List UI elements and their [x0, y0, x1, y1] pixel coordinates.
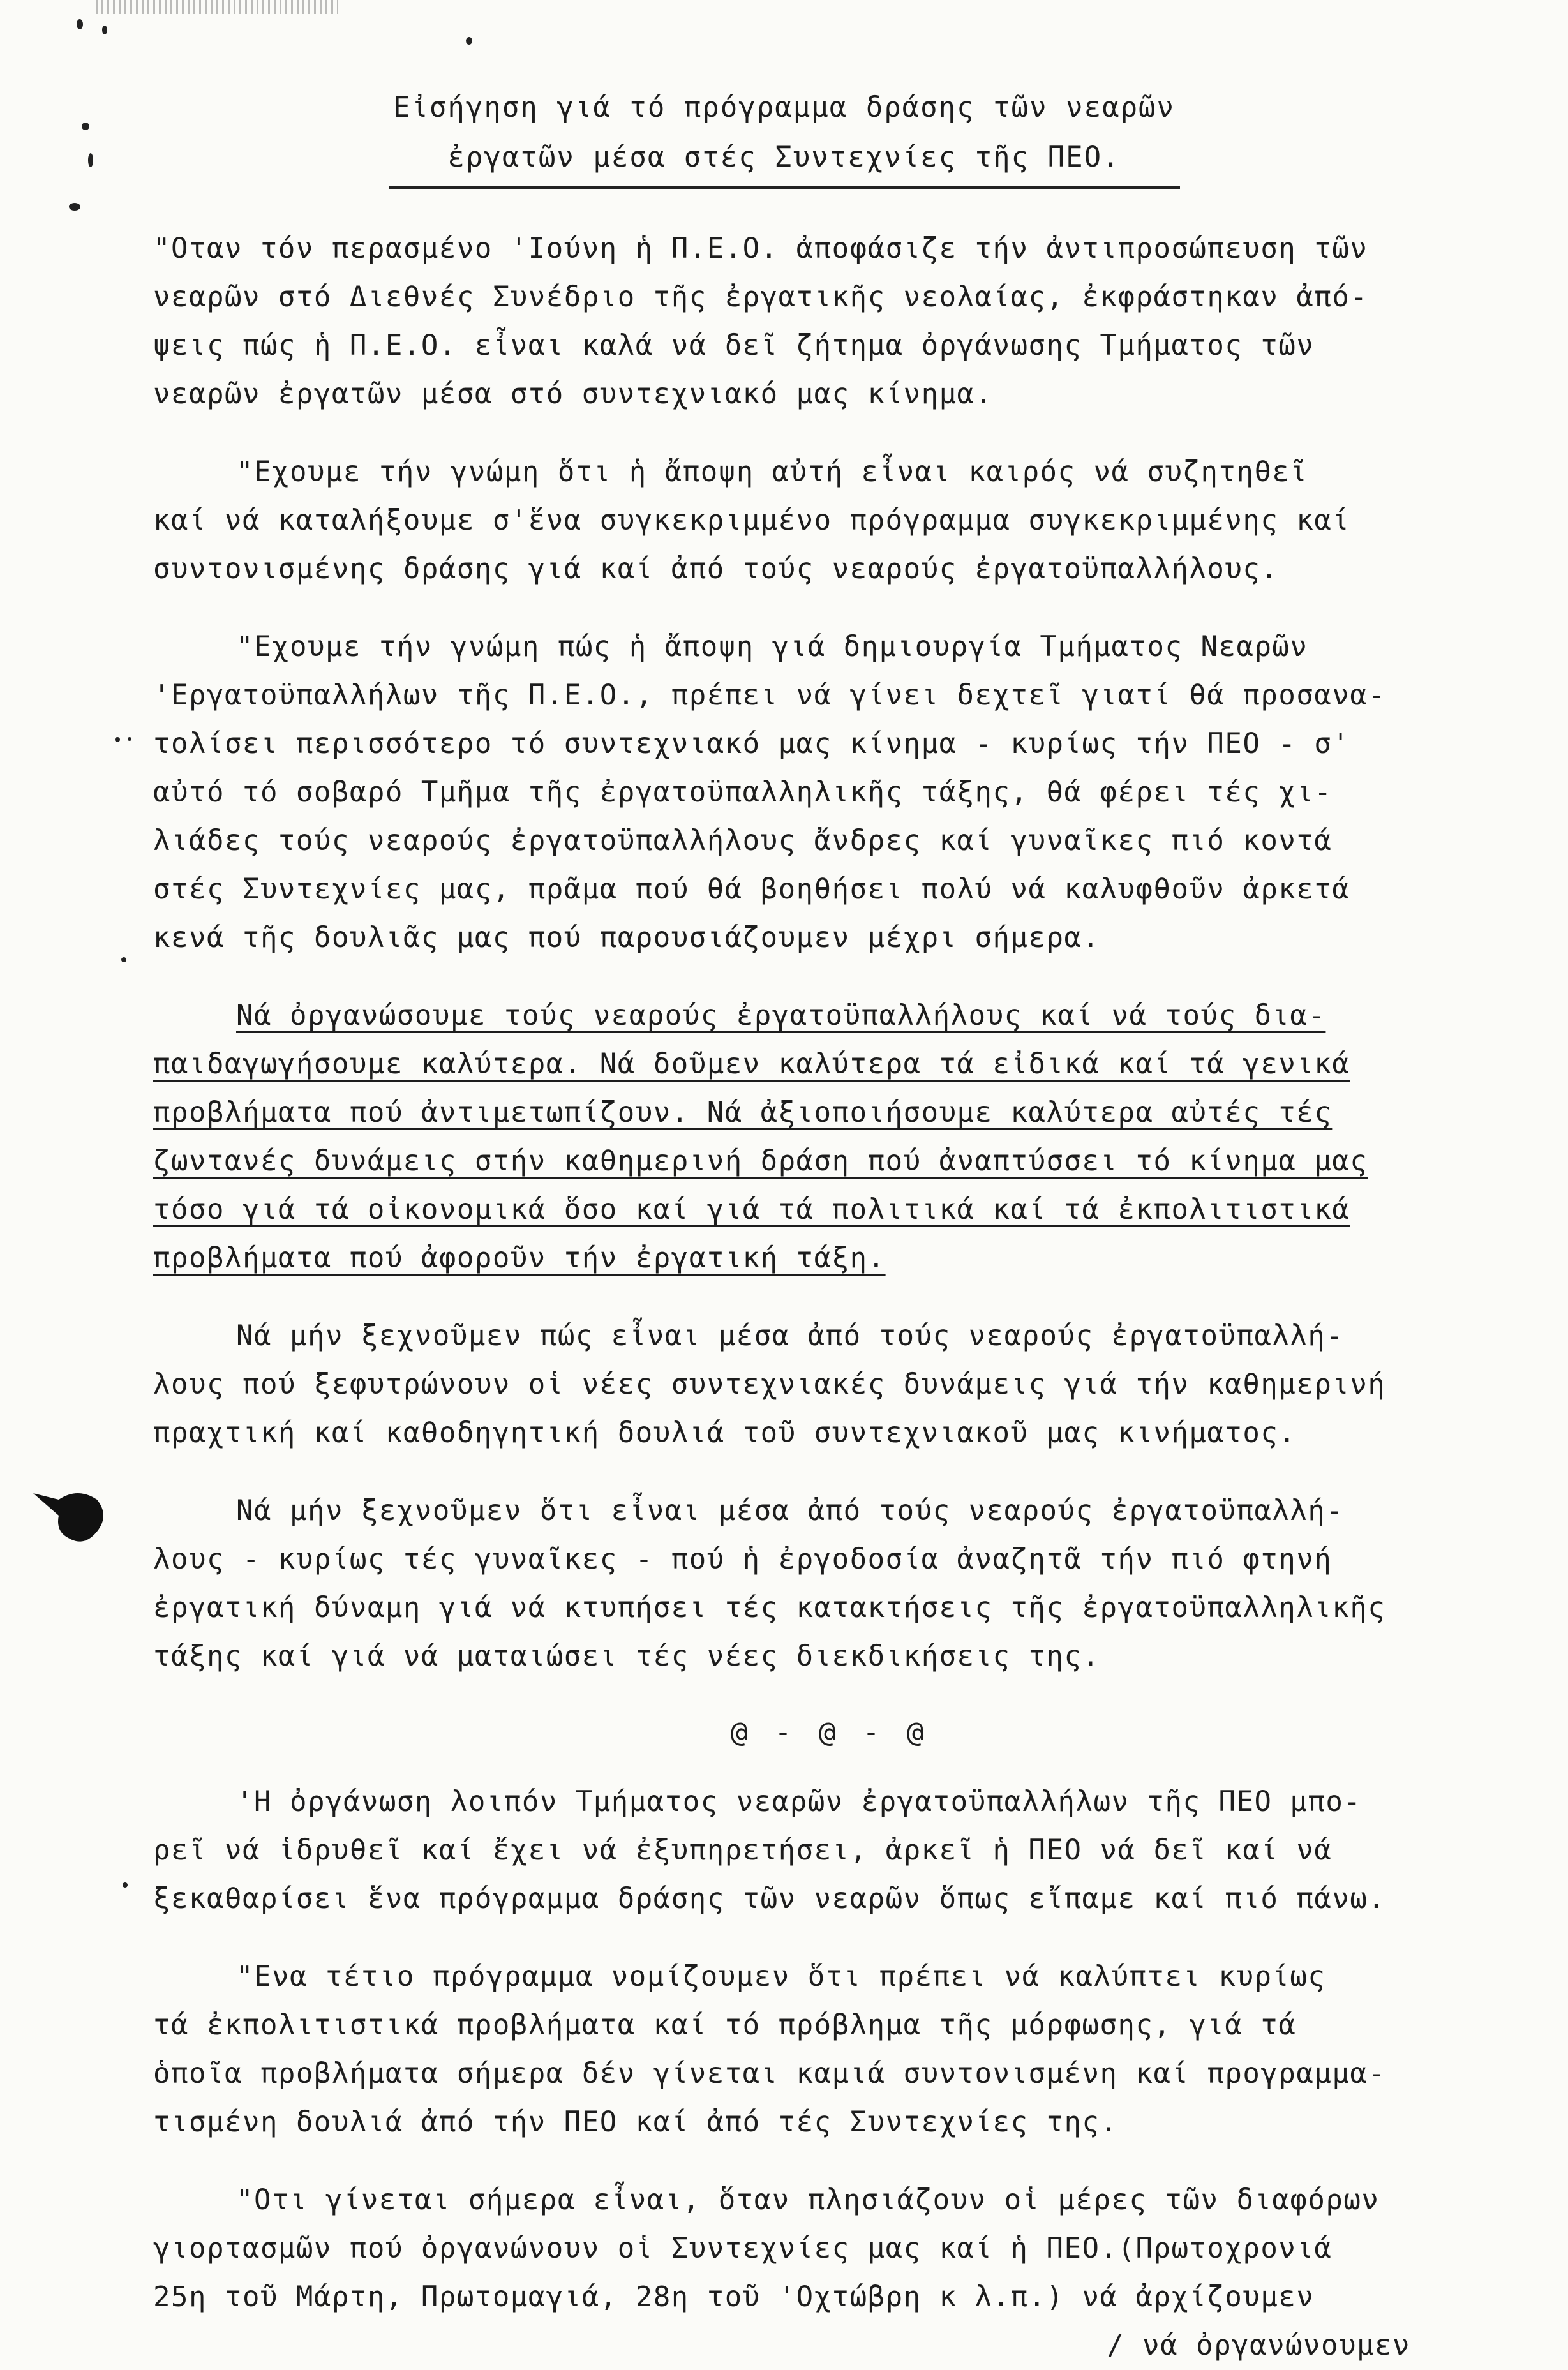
text-line: τάξης καί γιά νά ματαιώσει τές νέες διεκδικήσεις της.: [153, 1640, 1100, 1673]
paragraph: [153, 623, 1506, 962]
text-line: γιορτασμῶν πού ὀργανώνουν οἱ Συντεχνίες μας καί ἡ ΠΕΟ.(Πρωτοχρονιά: [153, 2232, 1333, 2265]
scan-noise: [96, 0, 338, 14]
title-underline: [389, 186, 1180, 189]
text-line: καί νά καταλήξουμε σ'ἕνα συγκεκριμμένο πρόγραμμα συγκεκριμμένης καί: [153, 504, 1350, 537]
paragraph: [153, 1778, 1506, 1923]
text-line: ζωντανές δυνάμεις στήν καθημερινή δράση πού ἀναπτύσσει τό κίνημα μας: [153, 1145, 1368, 1177]
scan-speck: [128, 737, 131, 741]
text-line: ψεις πώς ἡ Π.Ε.Ο. εἶναι καλά νά δεῖ ζήτημα ὀργάνωσης Τμήματος τῶν: [153, 329, 1315, 362]
text-line: Νά ὀργανώσουμε τούς νεαρούς ἐργατοϋπαλλήλους καί νά τούς δια-: [236, 999, 1326, 1032]
text-line: συντονισμένης δράσης γιά καί ἀπό τούς νεαρούς ἐργατοϋπαλλήλους.: [153, 553, 1279, 585]
paragraph: [153, 1487, 1506, 1681]
text-line: λους - κυρίως τές γυναῖκες - πού ἡ ἐργοδοσία ἀναζητᾶ τήν πιό φτηνή: [153, 1543, 1333, 1576]
text-line: τολίσει περισσότερο τό συντεχνιακό μας κίνημα - κυρίως τήν ΠΕΟ - σ': [153, 727, 1350, 760]
text-line: στές Συντεχνίες μας, πρᾶμα πού θά βοηθήσει πολύ νά καλυφθοῦν ἀρκετά: [153, 873, 1350, 906]
text-line: τόσο γιά τά οἰκονομικά ὅσο καί γιά τά πολιτικά καί τά ἐκπολιτιστικά: [153, 1193, 1350, 1226]
text-line: "Εχουμε τήν γνώμη πώς ἡ ἄποψη γιά δημιουργία Τμήματος Νεαρῶν: [236, 630, 1308, 663]
text-line: τά ἐκπολιτιστικά προβλήματα καί τό πρόβλημα τῆς μόρφωσης, γιά τά: [153, 2009, 1297, 2041]
text-line: "Οταν τόν περασμένο 'Ιούνη ἡ Π.Ε.Ο. ἀποφάσιζε τήν ἀντιπροσώπευση τῶν: [153, 232, 1368, 265]
text-line: τισμένη δουλιά ἀπό τήν ΠΕΟ καί ἀπό τές Συντεχνίες της.: [153, 2106, 1118, 2138]
scan-speck: [69, 203, 80, 211]
text-line: ξεκαθαρίσει ἕνα πρόγραμμα δράσης τῶν νεαρῶν ὅπως εἴπαμε καί πιό πάνω.: [153, 1882, 1386, 1915]
underlined-paragraph: [153, 992, 1506, 1283]
text-line: πραχτική καί καθοδηγητική δουλιά τοῦ συντεχνιακοῦ μας κινήματος.: [153, 1417, 1297, 1449]
title-line: Εἰσήγηση γιά τό πρόγραμμα δράσης τῶν νεαρῶν: [392, 91, 1176, 124]
text-line: Νά μήν ξεχνοῦμεν πώς εἶναι μέσα ἀπό τούς νεαρούς ἐργατοϋπαλλή-: [236, 1320, 1344, 1352]
text-line: Νά μήν ξεχνοῦμεν ὅτι εἶναι μέσα ἀπό τούς νεαρούς ἐργατοϋπαλλή-: [236, 1494, 1344, 1527]
paragraph: [153, 1312, 1506, 1457]
title-line: ἐργατῶν μέσα στές Συντεχνίες τῆς ΠΕΟ.: [447, 141, 1121, 174]
text-line: ρεῖ νά ἱδρυθεῖ καί ἔχει νά ἐξυπηρετήσει, ἀρκεῖ ἡ ΠΕΟ νά δεῖ καί νά: [153, 1834, 1333, 1867]
document-title: [0, 83, 1568, 189]
continuation-line: / νά ὀργανώνουμεν: [1107, 2329, 1410, 2362]
paragraph: [153, 1953, 1506, 2147]
scan-speck: [123, 1882, 128, 1888]
scan-speck: [77, 19, 83, 29]
scan-speck: [466, 37, 472, 45]
text-line: λους πού ξεφυτρώνουν οἱ νέες συντεχνιακές δυνάμεις γιά τήν καθημερινή: [153, 1368, 1386, 1401]
text-line: 'Εργατοϋπαλλήλων τῆς Π.Ε.Ο., πρέπει νά γίνει δεχτεῖ γιατί θά προσανα-: [153, 679, 1386, 712]
text-line: 'Η ὀργάνωση λοιπόν Τμήματος νεαρῶν ἐργατοϋπαλλήλων τῆς ΠΕΟ μπο-: [236, 1785, 1362, 1818]
text-line: προβλήματα πού ἀντιμετωπίζουν. Νά ἀξιοποιήσουμε καλύτερα αὐτές τές: [153, 1096, 1333, 1129]
text-line: ἐργατική δύναμη γιά νά κτυπήσει τές κατακτήσεις τῆς ἐργατοϋπαλληλικῆς: [153, 1591, 1386, 1624]
document-body: [153, 225, 1506, 2370]
section-separator: @ - @ - @: [730, 1716, 929, 1748]
text-line: λιάδες τούς νεαρούς ἐργατοϋπαλλήλους ἄνδρες καί γυναῖκες πιό κοντά: [153, 824, 1333, 857]
text-line: ὁποῖα προβλήματα σήμερα δέν γίνεται καμιά συντονισμένη καί προγραμμα-: [153, 2057, 1386, 2090]
paragraph: [153, 2176, 1506, 2370]
paragraph: [153, 448, 1506, 593]
text-line: παιδαγωγήσουμε καλύτερα. Νά δοῦμεν καλύτερα τά εἰδικά καί τά γενικά: [153, 1048, 1350, 1080]
scan-speck: [102, 26, 107, 34]
text-line: "Οτι γίνεται σήμερα εἶναι, ὅταν πλησιάζουν οἱ μέρες τῶν διαφόρων: [236, 2184, 1380, 2216]
text-line: 25η τοῦ Μάρτη, Πρωτομαγιά, 28η τοῦ 'Οχτώβρη κ λ.π.) νά ἀρχίζουμεν: [153, 2281, 1315, 2313]
text-line: αὐτό τό σοβαρό Τμῆμα τῆς ἐργατοϋπαλληλικῆς τάξης, θά φέρει τές χι-: [153, 776, 1333, 809]
text-line: νεαρῶν ἐργατῶν μέσα στό συντεχνιακό μας κίνημα.: [153, 378, 993, 410]
text-line: προβλήματα πού ἀφοροῦν τήν ἐργατική τάξη.: [153, 1242, 886, 1274]
ink-blot: [33, 1487, 110, 1544]
text-line: "Ενα τέτιο πρόγραμμα νομίζουμεν ὅτι πρέπει νά καλύπτει κυρίως: [236, 1960, 1326, 1993]
scan-speck: [121, 957, 126, 962]
scan-speck: [115, 737, 120, 742]
paragraph: [153, 225, 1506, 419]
text-line: νεαρῶν στό Διεθνές Συνέδριο τῆς ἐργατικῆς νεολαίας, ἐκφράστηκαν ἀπό-: [153, 281, 1368, 313]
text-line: "Εχουμε τήν γνώμη ὅτι ἡ ἄποψη αὐτή εἶναι καιρός νά συζητηθεῖ: [236, 456, 1308, 488]
text-line: κενά τῆς δουλιᾶς μας πού παρουσιάζουμεν μέχρι σήμερα.: [153, 921, 1100, 954]
